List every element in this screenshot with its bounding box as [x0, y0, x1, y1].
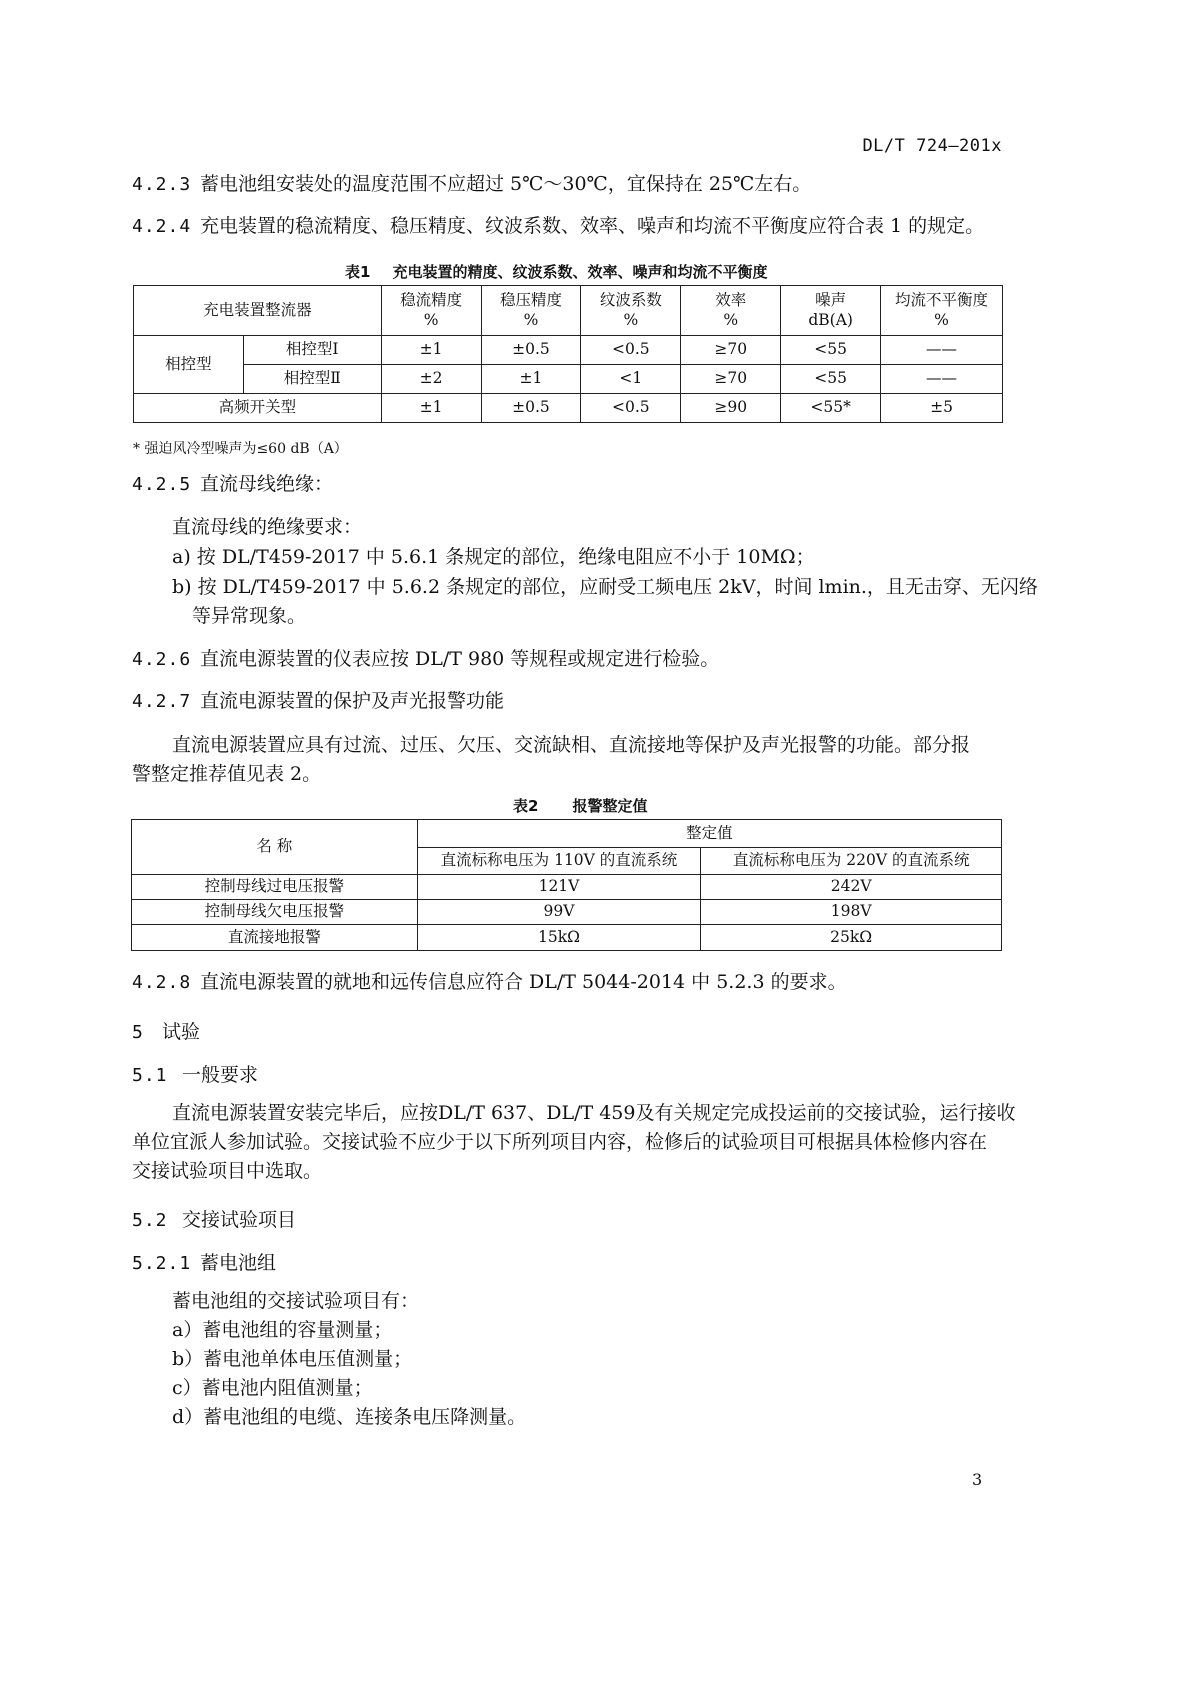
table1-cell: ——: [881, 365, 1003, 394]
section-5-1-paragraph-line-2: 单位宜派人参加试验。交接试验不应少于以下所列项目内容，检修后的试验项目可根据具体检修内容在: [132, 1131, 988, 1153]
clause-number: 4.2.3: [132, 174, 192, 195]
table1-group-cell: 相控型: [134, 336, 244, 394]
table1-header-row: [134, 286, 1003, 336]
list-item: d）蓄电池组的电缆、连接条电压降测量。: [172, 1406, 527, 1428]
clause-text: 直流电源装置的仪表应按 DL/T 980 等规程或规定进行检验。: [200, 648, 720, 670]
clause-4-2-5: [132, 475, 333, 494]
clause-text: 充电装置的稳流精度、稳压精度、纹波系数、效率、噪声和均流不平衡度应符合表 1 的规定。: [200, 215, 985, 237]
document-code: DL/T 724—201x: [862, 136, 1002, 156]
table2-caption: [513, 795, 647, 816]
table2-row-name: 控制母线欠电压报警: [132, 900, 418, 925]
table1-cell: <0.5: [581, 336, 681, 365]
table1-footnote: * 强迫风冷型噪声为≤60 dB（A）: [133, 441, 348, 457]
page-number: 3: [972, 1470, 983, 1489]
table1-header-cell: 稳流精度 %: [381, 286, 481, 336]
list-item: a）蓄电池组的容量测量；: [172, 1319, 393, 1341]
table2-cell: 99V: [417, 900, 701, 925]
clause-number: 4.2.6: [132, 649, 192, 670]
clause-4-2-5-item-b: b) 按 DL/T459-2017 中 5.6.2 条规定的部位，应耐受工频电压 2kV，时间 lmin.，且无击穿、无闪络: [172, 576, 1038, 598]
table2-caption-title: 报警整定值: [572, 797, 648, 815]
table-row: [134, 394, 1003, 423]
table1-caption-title: 充电装置的精度、纹波系数、效率、噪声和均流不平衡度: [392, 263, 768, 281]
table2-header-220v: 直流标称电压为 220V 的直流系统: [701, 848, 1002, 875]
clause-4-2-5-intro: 直流母线的绝缘要求：: [172, 516, 363, 538]
table1-cell: ——: [881, 336, 1003, 365]
section-5-1-paragraph: 直流电源装置安装完毕后，应按DL/T 637、DL/T 459及有关规定完成投运前的交接试验，运行接收: [172, 1102, 1016, 1124]
table1-row-name: 高频开关型: [134, 394, 382, 423]
table1-cell: ≥70: [681, 336, 781, 365]
table1-header-cell: 充电装置整流器: [134, 286, 382, 336]
section-5-2-1-heading: [132, 1248, 276, 1275]
table1-cell: ±0.5: [481, 336, 581, 365]
list-item: c）蓄电池内阻值测量；: [172, 1377, 373, 1399]
clause-4-2-8: [132, 973, 847, 992]
table2-row-name: 控制母线过电压报警: [132, 875, 418, 900]
section-number: 5.1: [132, 1065, 168, 1086]
table2-cell: 121V: [417, 875, 701, 900]
section-5-1-heading: [132, 1060, 258, 1087]
table2-header-row: [132, 820, 1002, 848]
table1-cell: <55: [781, 336, 881, 365]
table1-header-cell: 纹波系数 %: [581, 286, 681, 336]
table2-caption-number: 表2: [513, 797, 539, 815]
table-row: [132, 925, 1002, 951]
table1-cell: ±0.5: [481, 394, 581, 423]
section-number: 5.2: [132, 1210, 168, 1231]
table-row: [134, 336, 1003, 365]
table1-cell: ±2: [381, 365, 481, 394]
table1-cell: ≥90: [681, 394, 781, 423]
table1: [133, 285, 1003, 423]
clause-text: 直流电源装置的保护及声光报警功能: [200, 690, 505, 712]
section-5-2-heading: [132, 1205, 296, 1232]
table2-header-setting: 整定值: [417, 820, 1001, 848]
table2-cell: 242V: [701, 875, 1002, 900]
section-5-1-paragraph-line-3: 交接试验项目中选取。: [132, 1160, 323, 1182]
clause-4-2-3: [132, 175, 811, 194]
clause-number: 4.2.5: [132, 474, 192, 495]
section-title: 交接试验项目: [182, 1209, 297, 1231]
table-row: [134, 365, 1003, 394]
table1-header-cell: 稳压精度 %: [481, 286, 581, 336]
table2: [131, 819, 1002, 951]
clause-4-2-5-item-b-cont: 等异常现象。: [192, 605, 307, 627]
clause-4-2-7: [132, 692, 504, 711]
clause-number: 4.2.4: [132, 216, 192, 237]
section-5-2-1-intro: 蓄电池组的交接试验项目有：: [172, 1290, 420, 1312]
table1-cell: <55: [781, 365, 881, 394]
clause-4-2-7-paragraph: 直流电源装置应具有过流、过压、欠压、交流缺相、直流接地等保护及声光报警的功能。部分报: [172, 734, 971, 756]
table1-cell: ±1: [381, 336, 481, 365]
table2-header-110v: 直流标称电压为 110V 的直流系统: [417, 848, 701, 875]
clause-text: 直流母线绝缘：: [200, 473, 334, 495]
table2-header-name: 名 称: [132, 820, 418, 875]
section-title: 蓄电池组: [200, 1252, 277, 1274]
clause-4-2-4: [132, 217, 984, 236]
clause-number: 4.2.7: [132, 691, 192, 712]
table1-caption-number: 表1: [345, 263, 371, 281]
table1-cell: <55*: [781, 394, 881, 423]
list-item: b）蓄电池单体电压值测量；: [172, 1348, 413, 1370]
section-title: 试验: [162, 1021, 201, 1043]
clause-text: 蓄电池组安装处的温度范围不应超过 5℃～30℃，宜保持在 25℃左右。: [200, 173, 812, 195]
section-5-heading: [132, 1017, 200, 1044]
table1-cell: ±5: [881, 394, 1003, 423]
clause-4-2-7-paragraph-cont: 警整定推荐值见表 2。: [132, 763, 322, 785]
table1-cell: ≥70: [681, 365, 781, 394]
table-row: [132, 900, 1002, 925]
clause-4-2-6: [132, 650, 719, 669]
table1-header-cell: 噪声 dB(A): [781, 286, 881, 336]
table2-cell: 198V: [701, 900, 1002, 925]
table-row: [132, 875, 1002, 900]
table2-cell: 25kΩ: [701, 925, 1002, 951]
section-number: 5.2.1: [132, 1253, 192, 1274]
section-number: 5: [132, 1022, 144, 1043]
table1-cell: <0.5: [581, 394, 681, 423]
table1-cell: ±1: [481, 365, 581, 394]
section-title: 一般要求: [182, 1064, 259, 1086]
table1-row-name: 相控型Ⅱ: [243, 365, 381, 394]
table1-header-cell: 均流不平衡度 %: [881, 286, 1003, 336]
table1-row-name: 相控型Ⅰ: [243, 336, 381, 365]
table1-caption: [345, 261, 767, 282]
clause-text: 直流电源装置的就地和远传信息应符合 DL/T 5044-2014 中 5.2.3 的要求。: [200, 971, 847, 993]
table2-cell: 15kΩ: [417, 925, 701, 951]
table2-row-name: 直流接地报警: [132, 925, 418, 951]
table1-header-cell: 效率 %: [681, 286, 781, 336]
clause-number: 4.2.8: [132, 972, 192, 993]
table1-cell: <1: [581, 365, 681, 394]
table1-cell: ±1: [381, 394, 481, 423]
clause-4-2-5-item-a: a) 按 DL/T459-2017 中 5.6.1 条规定的部位，绝缘电阻应不小于 10MΩ；: [172, 546, 815, 568]
